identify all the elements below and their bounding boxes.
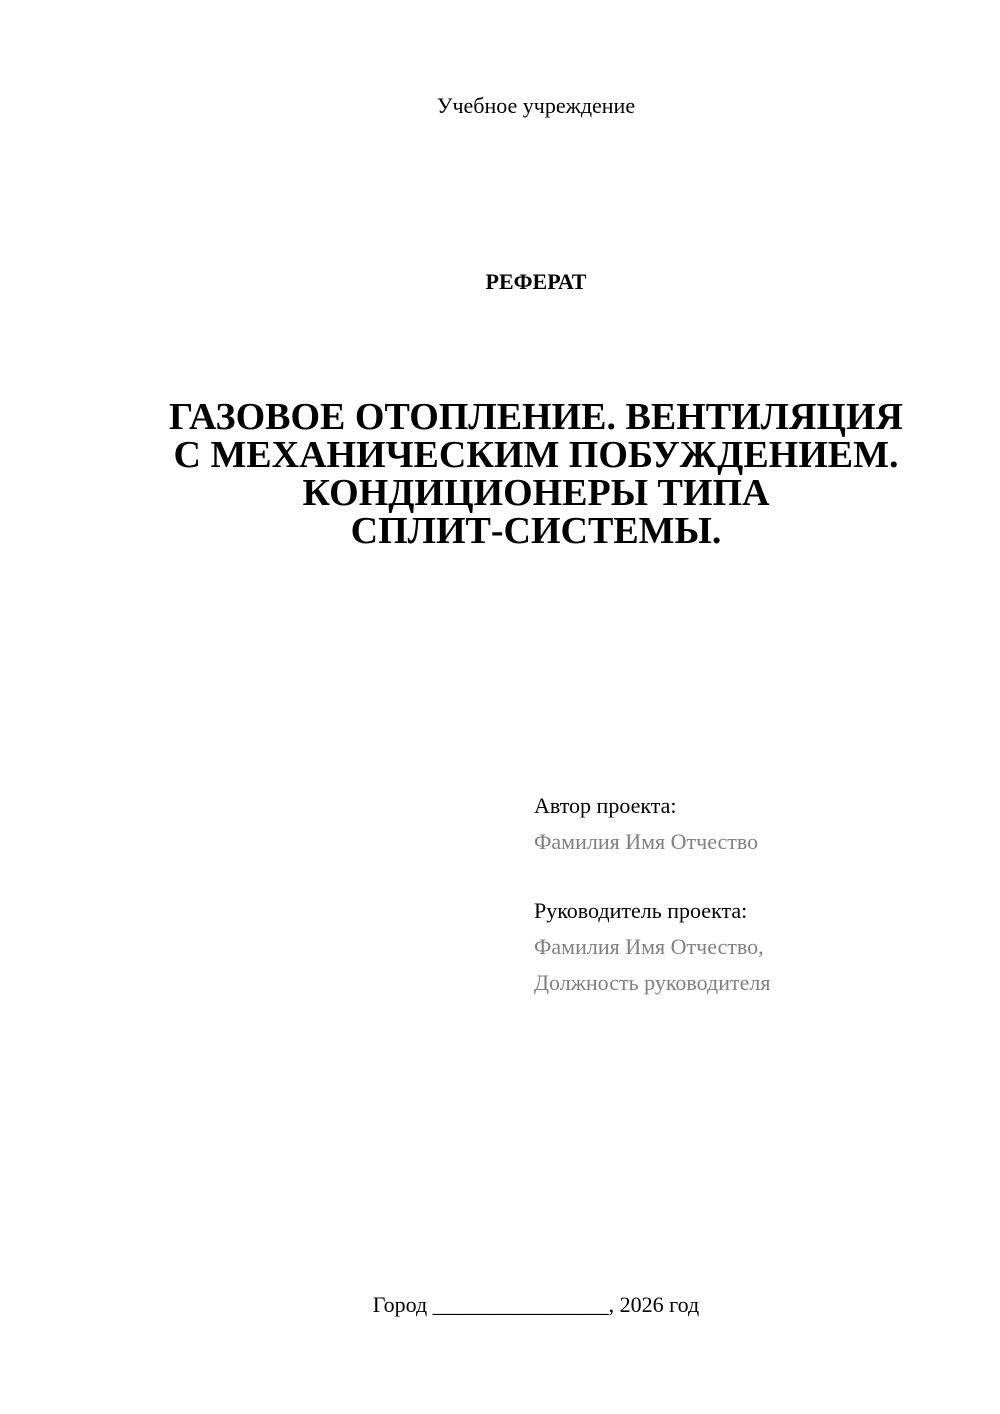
- supervisor-block: [534, 893, 974, 1001]
- title-line: КОНДИЦИОНЕРЫ ТИПА: [302, 472, 770, 514]
- supervisor-name: Фамилия Имя Отчество,: [534, 934, 764, 959]
- document-type: РЕФЕРАТ: [485, 269, 587, 294]
- document-title: [100, 398, 972, 550]
- supervisor-position: Должность руководителя: [534, 970, 771, 995]
- author-label: Автор проекта:: [534, 793, 677, 818]
- author-block: [534, 788, 974, 860]
- author-name: Фамилия Имя Отчество: [534, 829, 759, 854]
- title-line: С МЕХАНИЧЕСКИМ ПОБУЖДЕНИЕМ.: [173, 434, 899, 476]
- supervisor-label: Руководитель проекта:: [534, 898, 748, 923]
- title-line: СПЛИТ-СИСТЕМЫ.: [350, 510, 722, 552]
- title-line: ГАЗОВОЕ ОТОПЛЕНИЕ. ВЕНТИЛЯЦИЯ: [168, 396, 903, 438]
- city-year-footer: Город ________________, 2026 год: [372, 1292, 700, 1317]
- institution-name: Учебное учреждение: [436, 93, 636, 118]
